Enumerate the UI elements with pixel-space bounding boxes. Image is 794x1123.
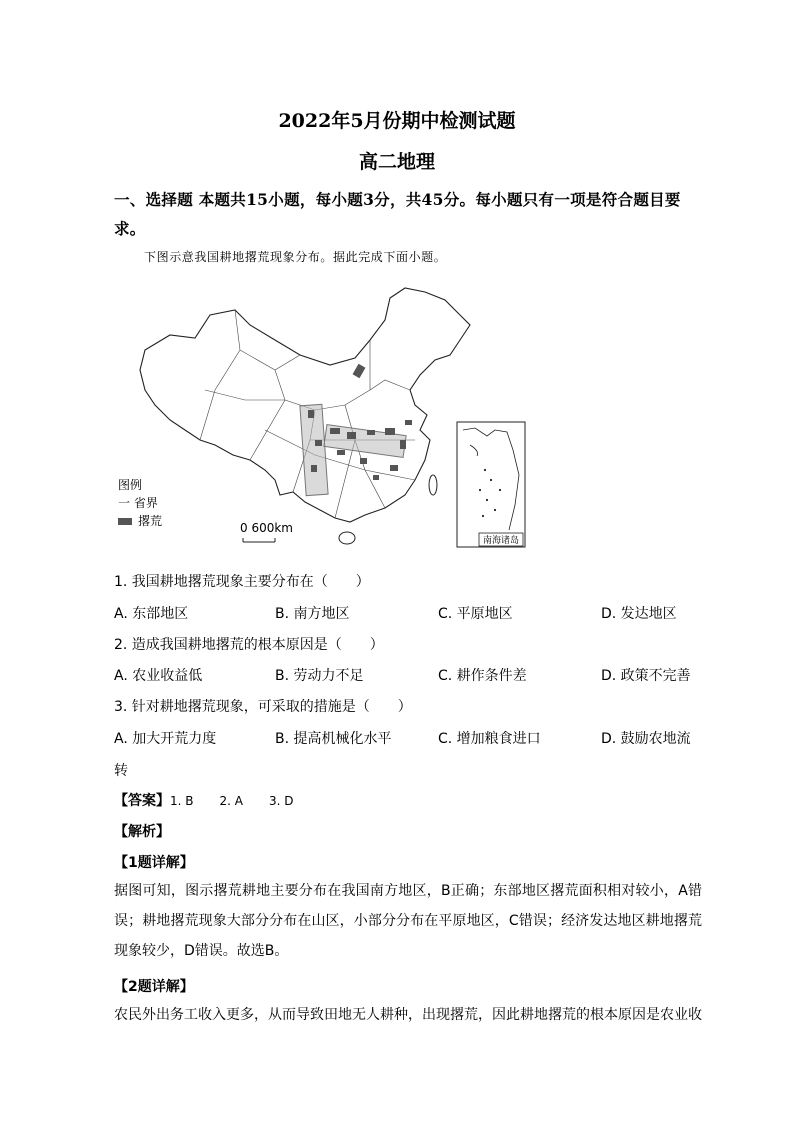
legend-title: 图例 [118,478,143,492]
answer-line [114,790,294,810]
q1-option-c: C. 平原地区 [438,606,513,622]
hainan-island [339,532,355,544]
page-title: 2022年5月份期中检测试题 [278,110,516,132]
detail-1-text: 据图可知，图示撂荒耕地主要分布在我国南方地区，B正确；东部地区撂荒面积相对较小，A错误；耕地撂荒现象大部分分布在山区，小部分分布在平原地区，C错误；经济发达地区耕地撂荒现象较少，D错误。故选B。 [114,883,702,959]
question-2-stem: 2. 造成我国耕地撂荒的根本原因是（ ） [114,637,384,653]
q2-option-d: D. 政策不完善 [601,668,691,684]
legend-abandon-item [118,512,162,529]
answer-3: 3. D [268,794,294,808]
answer-2: 2. A [219,794,243,808]
scale-label: 0 600km [240,521,293,535]
section-heading: 一、选择题 本题共15小题，每小题3分，共45分。每小题只有一项是符合题目要求。 [114,190,681,238]
q1-option-a: A. 东部地区 [114,606,189,622]
q3-option-d: D. 鼓励农地流 [601,731,691,747]
question-1-stem: 1. 我国耕地撂荒现象主要分布在（ ） [114,574,370,590]
q3-option-c: C. 增加粮食进口 [438,731,541,747]
legend-abandon-label: 撂荒 [138,514,163,528]
q1-option-b: B. 南方地区 [275,606,350,622]
detail-2-text: 农民外出务工收入更多，从而导致田地无人耕种，出现撂荒，因此耕地撂荒的根本原因是农业收 [114,1007,702,1023]
map-intro: 下图示意我国耕地撂荒现象分布。据此完成下面小题。 [144,250,447,264]
china-map [115,280,545,550]
q1-option-d: D. 发达地区 [601,606,677,622]
detail-2-label: 【2题详解】 [114,979,194,995]
q3-option-a: A. 加大开荒力度 [114,731,217,747]
answer-label: 【答案】 [114,793,170,809]
detail-1-label: 【1题详解】 [114,855,194,871]
q3-option-b: B. 提高机械化水平 [275,731,392,747]
inset-map-frame [457,422,525,547]
analysis-label: 【解析】 [114,824,170,840]
abandon-region-box-west [300,404,328,495]
taiwan-island [429,475,437,495]
legend-border: 一 省界 [118,496,158,510]
country-outline [140,288,470,522]
inset-label: 南海诸岛 [482,536,520,546]
question-3-stem: 3. 针对耕地撂荒现象，可采取的措施是（ ） [114,699,412,715]
page-subtitle: 高二地理 [358,151,435,173]
legend-abandon-swatch [118,518,132,525]
q3-option-d-wrap: 转 [114,763,128,779]
q2-option-a: A. 农业收益低 [114,668,203,684]
q2-option-c: C. 耕作条件差 [438,668,527,684]
answer-1: 1. B [170,794,194,808]
q2-option-b: B. 劳动力不足 [275,668,364,684]
